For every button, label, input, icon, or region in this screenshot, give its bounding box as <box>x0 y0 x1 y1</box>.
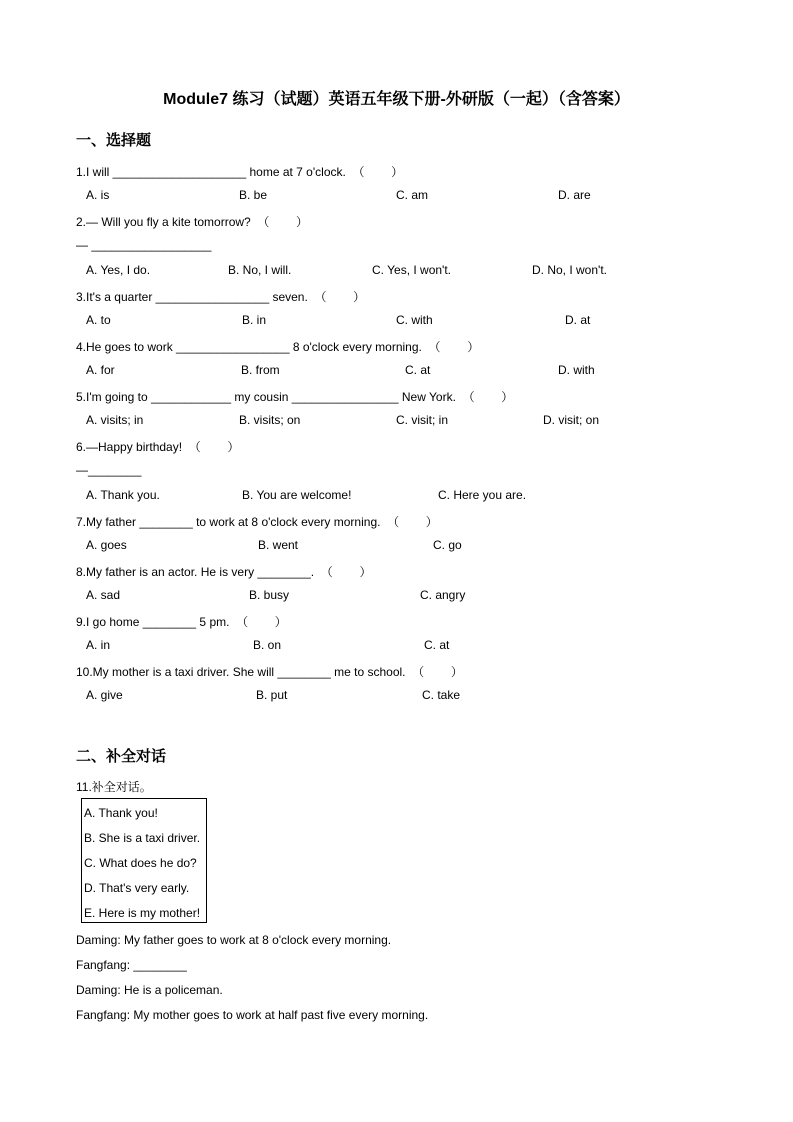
question-4-option-c[interactable]: C. at <box>405 363 431 377</box>
question-8-option-c[interactable]: C. angry <box>420 588 466 602</box>
section-heading-dialogue: 二、补全对话 <box>76 748 167 765</box>
question-4-option-b[interactable]: B. from <box>241 363 280 377</box>
dialogue-line-3: Daming: He is a policeman. <box>76 983 223 997</box>
question-9-option-c[interactable]: C. at <box>424 638 450 652</box>
question-8-stem: 8.My father is an actor. He is very ________. （ ） <box>76 565 372 579</box>
question-4-option-d[interactable]: D. with <box>558 363 595 377</box>
question-3-stem: 3.It's a quarter _________________ seven. （ ） <box>76 290 366 304</box>
question-9-option-a[interactable]: A. in <box>86 638 111 652</box>
section-heading-choice: 一、选择题 <box>76 132 152 149</box>
question-3-option-d[interactable]: D. at <box>565 313 591 327</box>
question-6-answer-line: —________ <box>76 463 142 477</box>
question-10-option-b[interactable]: B. put <box>256 688 288 702</box>
question-3-option-c[interactable]: C. with <box>396 313 433 327</box>
question-10-option-c[interactable]: C. take <box>422 688 461 702</box>
question-3-option-b[interactable]: B. in <box>242 313 267 327</box>
question-6-stem: 6.—Happy birthday! （ ） <box>76 440 240 454</box>
question-2-option-a[interactable]: A. Yes, I do. <box>86 263 151 277</box>
question-5-stem: 5.I'm going to ____________ my cousin ________________ New York. （ ） <box>76 390 514 404</box>
question-9-option-b[interactable]: B. on <box>253 638 282 652</box>
question-1-option-a[interactable]: A. is <box>86 188 110 202</box>
question-5-option-a[interactable]: A. visits; in <box>86 413 144 427</box>
question-11-stem: 11.补全对话。 <box>76 780 152 794</box>
question-1-option-b[interactable]: B. be <box>239 188 268 202</box>
dialogue-line-1: Daming: My father goes to work at 8 o'clock every morning. <box>76 933 392 947</box>
question-8-option-a[interactable]: A. sad <box>86 588 121 602</box>
question-7-option-a[interactable]: A. goes <box>86 538 127 552</box>
question-2-answer-line: — __________________ <box>76 238 212 252</box>
question-5-option-d[interactable]: D. visit; on <box>543 413 600 427</box>
question-7-option-c[interactable]: C. go <box>433 538 462 552</box>
question-1-option-c[interactable]: C. am <box>396 188 429 202</box>
question-2-stem: 2.— Will you fly a kite tomorrow? （ ） <box>76 215 309 229</box>
question-3-option-a[interactable]: A. to <box>86 313 111 327</box>
question-9-stem: 9.I go home ________ 5 pm. （ ） <box>76 615 287 629</box>
question-4-option-a[interactable]: A. for <box>86 363 115 377</box>
dialogue-line-2: Fangfang: ________ <box>76 958 187 972</box>
question-5-option-c[interactable]: C. visit; in <box>396 413 449 427</box>
dialogue-option-a: A. Thank you! <box>84 806 158 820</box>
question-4-stem: 4.He goes to work _________________ 8 o'clock every morning. （ ） <box>76 340 480 354</box>
question-2-option-d[interactable]: D. No, I won't. <box>532 263 607 277</box>
question-6-option-b[interactable]: B. You are welcome! <box>242 488 352 502</box>
dialogue-option-d: D. That's very early. <box>84 881 190 895</box>
question-2-option-c[interactable]: C. Yes, I won't. <box>372 263 452 277</box>
dialogue-options-box <box>81 798 207 923</box>
question-10-stem: 10.My mother is a taxi driver. She will ________ me to school. （ ） <box>76 665 463 679</box>
dialogue-line-4: Fangfang: My mother goes to work at half past five every morning. <box>76 1008 429 1022</box>
question-7-stem: 7.My father ________ to work at 8 o'clock every morning. （ ） <box>76 515 438 529</box>
dialogue-option-c: C. What does he do? <box>84 856 197 870</box>
question-8-option-b[interactable]: B. busy <box>249 588 290 602</box>
question-1-option-d[interactable]: D. are <box>558 188 591 202</box>
question-7-option-b[interactable]: B. went <box>258 538 299 552</box>
question-6-option-c[interactable]: C. Here you are. <box>438 488 527 502</box>
dialogue-option-b: B. She is a taxi driver. <box>84 831 201 845</box>
page-title: Module7 练习（试题）英语五年级下册-外研版（一起）（含答案） <box>163 91 630 108</box>
question-1-stem: 1.I will ____________________ home at 7 o'clock. （ ） <box>76 165 404 179</box>
question-2-option-b[interactable]: B. No, I will. <box>228 263 292 277</box>
question-5-option-b[interactable]: B. visits; on <box>239 413 301 427</box>
question-10-option-a[interactable]: A. give <box>86 688 123 702</box>
dialogue-option-e: E. Here is my mother! <box>84 906 201 920</box>
question-6-option-a[interactable]: A. Thank you. <box>86 488 160 502</box>
